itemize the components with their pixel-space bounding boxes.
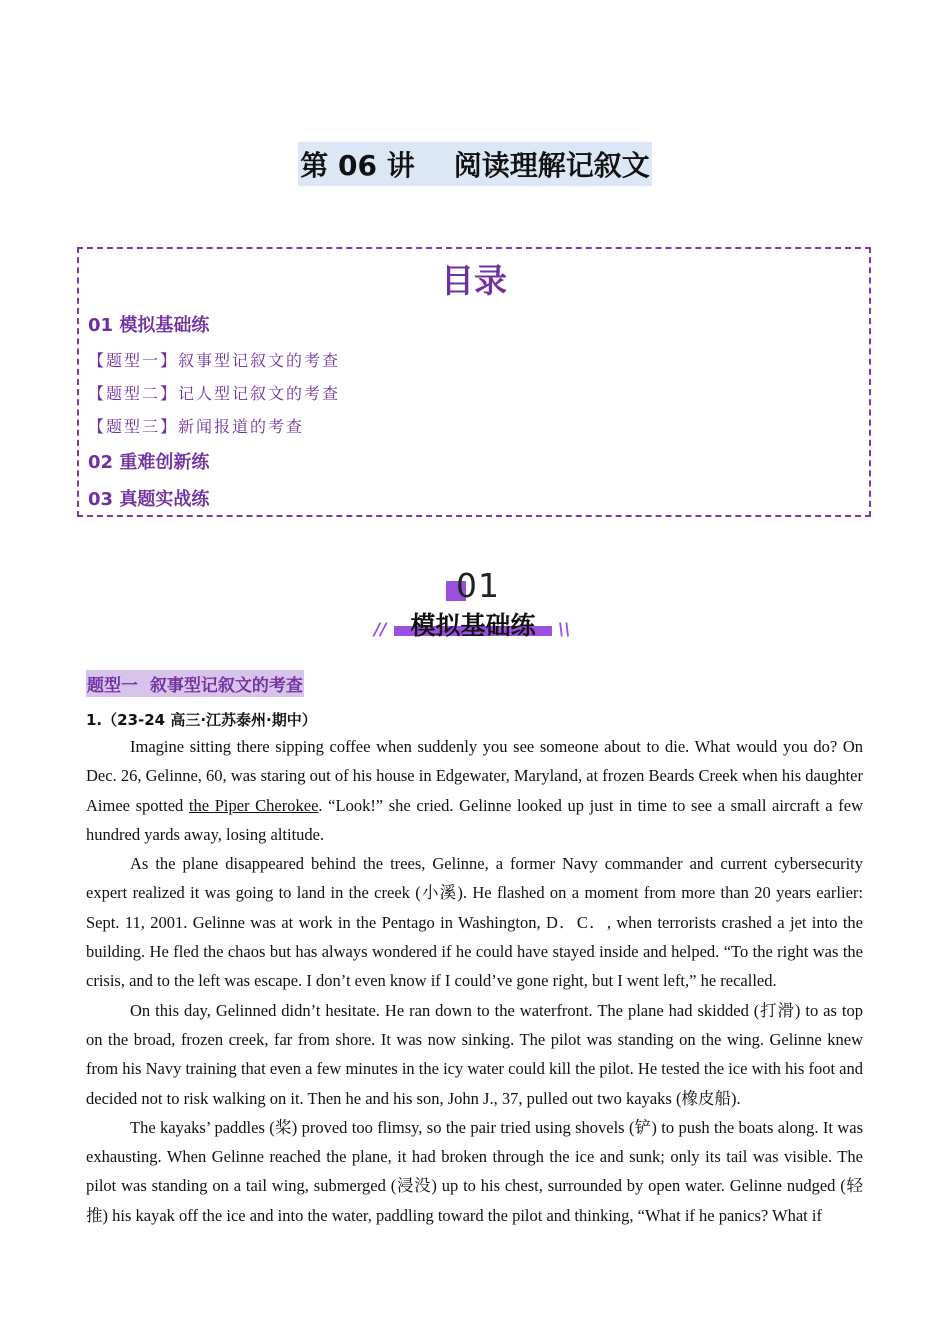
passage-paragraph [86,732,863,849]
passage-paragraph: On this day, Gelinned didn’t hesitate. He ran down to the waterfront. The plane had skidded (打滑) to as top on the broad, frozen creek, far from shore. It was now sinking. The pilot was standing on the wing. Gelinne knew from his Navy training that even a few minutes in the icy water could kill the pilot. He tested the ice with his foot and decided not to risk walking on it. Then he and his son, John J., 37, pulled out two kayaks (橡皮船). [86,1000,863,1108]
paragraph-text: Imagine sitting there sipping coffee when suddenly you see someone about to die. What would you do? On Dec. 26, Gelinne, 60, was staring out of his house in Edgewater, Maryland, at frozen Beards Creek when his daughter Aimee spotted [86,737,863,815]
toc-item-type-one[interactable]: 【题型一】叙事型记叙文的考查 [88,351,341,370]
table-of-contents [77,247,871,517]
passage-paragraph: The kayaks’ paddles (桨) proved too flimsy, so the pair tried using shovels (铲) to push the boats along. It was exhausting. When Gelinne reached the plane, it had broken through the ice and sunk; only its tail was visible. The pilot was standing on a tail wing, submerged (浸没) up to his chest, surrounded by open water. Gelinne nudged (轻推) his kayak off the ice and into the water, paddling toward the pilot and thinking, “What if he panics? What if [86,1117,863,1225]
badge-slash-left: // [374,620,387,640]
section-badge [370,566,580,642]
toc-heading: 目录 [441,261,507,300]
badge-label: 模拟基础练 [410,611,536,640]
paragraph-text: . “Look!” she cried. Gelinne looked up just in time to see a small aircraft a few hundred yards away, losing altitude. [86,795,864,844]
question-type-heading: 题型一 叙事型记叙文的考查 [86,670,304,697]
reading-passage [86,732,863,1230]
toc-item-type-three[interactable]: 【题型三】新闻报道的考查 [88,417,305,436]
toc-item-type-two[interactable]: 【题型二】记人型记叙文的考查 [88,384,341,403]
toc-item-simulation-practice[interactable]: 01 模拟基础练 [88,315,210,336]
document-title: 第 06 讲 阅读理解记叙文 [298,142,651,186]
underlined-phrase: the Piper Cherokee [188,795,319,815]
document-title-wrapper [0,142,950,186]
badge-slash-right: \\ [558,620,571,640]
question-source: 1.（23-24 高三·江苏泰州·期中） [86,711,317,729]
badge-number: 01 [456,566,500,605]
passage-paragraph: As the plane disappeared behind the trees, Gelinne, a former Navy commander and current cybersecurity expert realized it was going to land in the creek (小溪). He flashed on a moment from more than 20 years earlier: Sept. 11, 2001. Gelinne was at work in the Pentago in Washington, D．C．, when terrorists crashed a jet into the building. He fled the chaos but has always wondered if he could have stayed inside and helped. “To the right was the crisis, and to the left was escape. I don’t even know if I could’ve gone right, but I went left,” he recalled. [86,854,863,991]
toc-item-difficulty-practice[interactable]: 02 重难创新练 [88,452,210,473]
toc-item-real-exam-practice[interactable]: 03 真题实战练 [88,489,210,510]
